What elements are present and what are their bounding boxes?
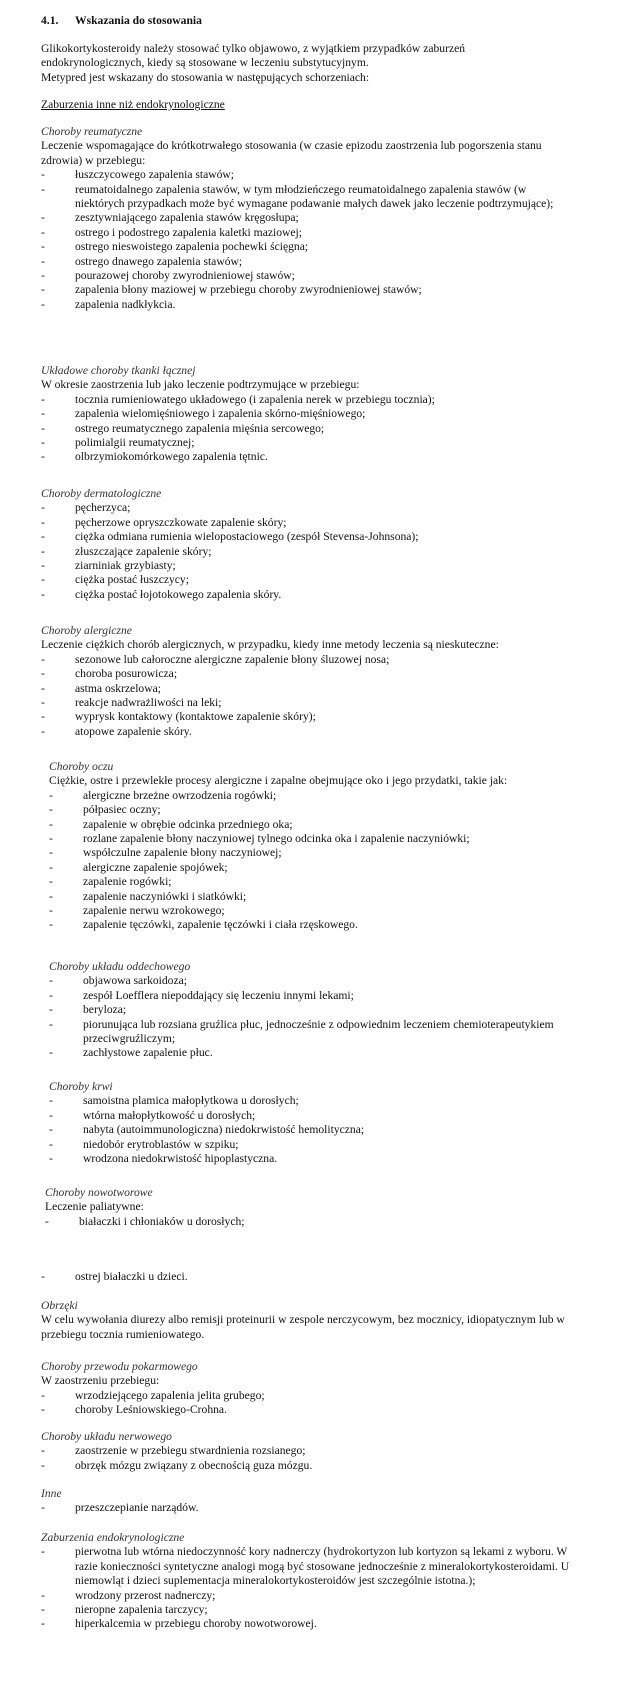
indication-list: [41, 1270, 570, 1284]
indication-list: [49, 974, 570, 1060]
list-item: - zapalenia wielomięśniowego i zapalenia skórno-mięśniowego;: [41, 407, 366, 421]
section-title: Zaburzenia endokrynologiczne: [41, 1531, 185, 1544]
list-item: - zapalenie naczyniówki i siatkówki;: [49, 889, 247, 903]
list-item: - pęcherzyca;: [41, 501, 131, 515]
list-item: - wyprysk kontaktowy (kontaktowe zapalenie skóry);: [41, 710, 316, 724]
list-marker: -: [41, 1545, 45, 1559]
section-lead: Leczenie paliatywne:: [45, 1200, 144, 1214]
intro-paragraph: Metypred jest wskazany do stosowania w następujących schorzeniach:: [41, 70, 370, 84]
list-item: - złuszczające zapalenie skóry;: [41, 544, 212, 558]
list-item: - zachłystowe zapalenie płuc.: [49, 1046, 213, 1060]
section-title: Choroby dermatologiczne: [41, 487, 162, 500]
list-item: - olbrzymiokomórkowego zapalenia tętnic.: [41, 450, 268, 464]
list-marker: -: [41, 573, 45, 587]
list-item: - hiperkalcemia w przebiegu choroby nowotworowej.: [41, 1617, 317, 1631]
list-marker: -: [41, 168, 45, 182]
list-marker: -: [41, 696, 45, 710]
list-marker: -: [49, 803, 53, 817]
list-marker: -: [49, 832, 53, 846]
list-item: - pierwotna lub wtórna niedoczynność kory nadnerczy (hydrokortyzon lub kortyzon są lekami z wyboru. W razie konieczności syntetyczne analogi mogą być stosowane jednocześnie z mineralokortykosteroidami. U niemowląt i dzieci suplementacja mineralokortykosteroidów jest szczególnie istotna.);: [41, 1545, 570, 1588]
list-item: - nabyta (autoimmunologiczna) niedokrwistość hemolityczna;: [49, 1123, 365, 1137]
list-marker: -: [41, 269, 45, 283]
indication-list: [41, 1545, 570, 1631]
list-item: - białaczki i chłoniaków u dorosłych;: [45, 1214, 245, 1228]
list-marker: -: [41, 1501, 45, 1515]
list-item: - polimialgii reumatycznej;: [41, 436, 195, 450]
list-item: - ostrego nieswoistego zapalenia pochewki ścięgna;: [41, 240, 309, 254]
list-item: - półpasiec oczny;: [49, 803, 161, 817]
list-marker: -: [41, 240, 45, 254]
list-marker: -: [49, 904, 53, 918]
list-marker: -: [49, 817, 53, 831]
list-marker: -: [49, 1152, 53, 1166]
section-connective-tissue: [41, 364, 570, 465]
section-endocrine: [41, 1531, 570, 1632]
list-marker: -: [41, 530, 45, 544]
list-item: - samoistna plamica małopłytkowa u dorosłych;: [49, 1094, 299, 1108]
list-item: - zapalenie w obrębie odcinka przedniego oka;: [49, 817, 293, 831]
indication-list: [41, 1444, 570, 1473]
indication-list: [45, 1215, 570, 1229]
section-title: Obrzęki: [41, 1299, 78, 1312]
section-title: Wskazania do stosowania: [75, 14, 202, 27]
list-item: - piorunująca lub rozsiana gruźlica płuc, jednocześnie z odpowiednim leczeniem chemioterapeutykiem przeciwgruźliczym;: [49, 1017, 554, 1046]
list-item: - pęcherzowe opryszczkowate zapalenie skóry;: [41, 515, 287, 529]
section-title: Choroby oczu: [49, 760, 114, 773]
list-marker: -: [41, 1588, 45, 1602]
list-marker: -: [49, 875, 53, 889]
list-marker: -: [41, 544, 45, 558]
section-rheumatic: [41, 125, 570, 312]
list-marker: -: [49, 1003, 53, 1017]
indication-list: [41, 1501, 570, 1515]
list-item: - współczulne zapalenie błony naczyniowej;: [49, 846, 282, 860]
list-marker: -: [49, 889, 53, 903]
section-nervous: [41, 1430, 570, 1473]
list-marker: -: [49, 988, 53, 1002]
section-neoplastic: [45, 1186, 570, 1229]
list-item: - zapalenie rogówki;: [49, 875, 172, 889]
list-item: - wtórna małopłytkowość u dorosłych;: [49, 1108, 256, 1122]
list-marker: -: [41, 1388, 45, 1402]
list-marker: -: [49, 846, 53, 860]
list-item: - alergiczne zapalenie spojówek;: [49, 860, 228, 874]
section-lead: W celu wywołania diurezy albo remisji proteinurii w zespole nerczycowym, bez mocznicy, idiopatycznym lub w przebiegu tocznia rumieniowatego.: [41, 1313, 565, 1341]
section-gastrointestinal: [41, 1360, 570, 1418]
list-marker: -: [49, 1108, 53, 1122]
list-marker: -: [49, 860, 53, 874]
list-item: - rozlane zapalenie błony naczyniowej tylnego odcinka oka i zapalenie naczyniówki;: [49, 832, 470, 846]
list-marker: -: [41, 1458, 45, 1472]
indication-list: [41, 168, 570, 312]
list-item: - zapalenie tęczówki, zapalenie tęczówki i ciała rzęskowego.: [49, 918, 358, 932]
list-item: - choroby Leśniowskiego-Crohna.: [41, 1403, 227, 1417]
section-edema: [41, 1299, 570, 1342]
section-title: Inne: [41, 1487, 62, 1500]
list-marker: -: [49, 1137, 53, 1151]
section-title: Choroby alergiczne: [41, 624, 132, 637]
section-blood: [49, 1080, 570, 1166]
list-marker: -: [41, 211, 45, 225]
list-item: - ciężka postać łojotokowego zapalenia skóry.: [41, 587, 282, 601]
list-marker: -: [41, 407, 45, 421]
indication-list: [49, 789, 570, 933]
section-lead: Leczenie ciężkich chorób alergicznych, w przypadku, kiedy inne metody leczenia są nieskuteczne:: [41, 638, 499, 652]
section-number: 4.1.: [41, 14, 59, 27]
list-marker: -: [41, 681, 45, 695]
list-marker: -: [49, 918, 53, 932]
list-item: - przeszczepianie narządów.: [41, 1501, 199, 1515]
list-marker: -: [41, 254, 45, 268]
list-item: - nieropne zapalenia tarczycy;: [41, 1603, 208, 1617]
section-title: Układowe choroby tkanki łącznej: [41, 364, 196, 377]
list-item: - zespół Loefflera niepoddający się leczeniu innymi lekami;: [49, 988, 354, 1002]
list-marker: -: [41, 225, 45, 239]
list-marker: -: [41, 1617, 45, 1631]
section-lead: Ciężkie, ostre i przewlekłe procesy alergiczne i zapalne obejmujące oko i jego przydatki, takie jak:: [49, 774, 508, 788]
list-item: - beryloza;: [49, 1003, 127, 1017]
section-title: Choroby układu nerwowego: [41, 1430, 172, 1443]
indication-list: [41, 393, 570, 465]
list-marker: -: [49, 1094, 53, 1108]
section-neoplastic-continued: [41, 1270, 570, 1284]
list-marker: -: [49, 1017, 53, 1031]
subheading: [41, 98, 570, 112]
list-item: - łuszczycowego zapalenia stawów;: [41, 168, 235, 182]
list-item: - tocznia rumieniowatego układowego (i zapalenia nerek w przebiegu tocznia);: [41, 392, 435, 406]
list-marker: -: [41, 559, 45, 573]
intro-paragraph: Glikokortykosteroidy należy stosować tylko objawowo, z wyjątkiem przypadków zaburzeń endokrynologicznych, kiedy są stosowane w leczeniu substytucyjnym.: [41, 42, 466, 70]
list-item: - wrodzona niedokrwistość hipoplastyczna.: [49, 1152, 278, 1166]
list-item: - choroba posurowicza;: [41, 667, 178, 681]
list-marker: -: [45, 1214, 49, 1228]
section-lead: W okresie zaostrzenia lub jako leczenie podtrzymujące w przebiegu:: [41, 378, 360, 392]
section-title: Choroby nowotworowe: [45, 1186, 153, 1199]
list-marker: -: [41, 392, 45, 406]
section-heading: [41, 14, 570, 28]
list-item: - zapalenia nadkłykcia.: [41, 297, 176, 311]
list-item: - sezonowe lub całoroczne alergiczne zapalenie błony śluzowej nosa;: [41, 652, 390, 666]
list-item: - astma oskrzelowa;: [41, 681, 161, 695]
list-item: - ciężka odmiana rumienia wielopostaciowego (zespół Stevensa-Johnsona);: [41, 530, 419, 544]
section-title: Choroby reumatyczne: [41, 125, 143, 138]
list-item: - wrzodziejącego zapalenia jelita grubego;: [41, 1388, 265, 1402]
list-marker: -: [41, 587, 45, 601]
list-marker: -: [41, 710, 45, 724]
indication-list: [41, 501, 570, 602]
section-eye: [49, 760, 570, 933]
list-item: - niedobór erytroblastów w szpiku;: [49, 1137, 239, 1151]
list-item: - ostrego dnawego zapalenia stawów;: [41, 254, 243, 268]
list-marker: -: [49, 788, 53, 802]
list-marker: -: [41, 667, 45, 681]
list-item: - obrzęk mózgu związany z obecnością guza mózgu.: [41, 1458, 313, 1472]
list-item: - reumatoidalnego zapalenia stawów, w tym młodzieńczego reumatoidalnego zapalenia stawów (w niektórych przypadkach może być wymagane podawanie małych dawek jako leczenie podtrzymujące);: [41, 182, 554, 211]
indication-list: [41, 1389, 570, 1418]
section-other: [41, 1487, 570, 1516]
list-item: - ciężka postać łuszczycy;: [41, 573, 189, 587]
list-item: - ostrego i podostrego zapalenia kaletki maziowej;: [41, 225, 302, 239]
intro-block: [41, 42, 570, 85]
section-allergic: [41, 624, 570, 739]
list-item: - objawowa sarkoidoza;: [49, 974, 187, 988]
list-item: - atopowe zapalenie skóry.: [41, 724, 192, 738]
list-marker: -: [41, 501, 45, 515]
list-marker: -: [41, 182, 45, 196]
section-lead: W zaostrzeniu przebiegu:: [41, 1374, 160, 1388]
list-item: - alergiczne brzeżne owrzodzenia rogówki;: [49, 788, 277, 802]
list-marker: -: [41, 421, 45, 435]
section-title: Choroby przewodu pokarmowego: [41, 1360, 198, 1373]
list-marker: -: [41, 1403, 45, 1417]
list-marker: -: [41, 436, 45, 450]
list-marker: -: [49, 974, 53, 988]
list-marker: -: [41, 515, 45, 529]
list-item: - zesztywniającego zapalenia stawów kręgosłupa;: [41, 211, 299, 225]
list-marker: -: [41, 1444, 45, 1458]
section-title: Choroby krwi: [49, 1080, 113, 1093]
list-marker: -: [41, 283, 45, 297]
indication-list: [41, 653, 570, 739]
list-item: - wrodzony przerost nadnerczy;: [41, 1588, 216, 1602]
list-marker: -: [41, 1603, 45, 1617]
list-marker: -: [49, 1046, 53, 1060]
list-item: - zapalenie nerwu wzrokowego;: [49, 904, 225, 918]
list-marker: -: [49, 1123, 53, 1137]
list-item: - zaostrzenie w przebiegu stwardnienia rozsianego;: [41, 1444, 306, 1458]
subheading-text: Zaburzenia inne niż endokrynologiczne: [41, 98, 225, 111]
section-respiratory: [49, 960, 570, 1061]
list-item: - zapalenia błony maziowej w przebiegu choroby zwyrodnieniowej stawów;: [41, 283, 422, 297]
indication-list: [49, 1094, 570, 1166]
section-dermatological: [41, 487, 570, 602]
list-marker: -: [41, 652, 45, 666]
list-item: - ostrego reumatycznego zapalenia mięśnia sercowego;: [41, 421, 325, 435]
list-marker: -: [41, 297, 45, 311]
list-marker: -: [41, 724, 45, 738]
list-item: - reakcje nadwrażliwości na leki;: [41, 696, 222, 710]
list-item: - ostrej białaczki u dzieci.: [41, 1270, 188, 1283]
list-item: - ziarniniak grzybiasty;: [41, 559, 176, 573]
list-item: - pourazowej choroby zwyrodnieniowej stawów;: [41, 269, 295, 283]
section-lead: Leczenie wspomagające do krótkotrwałego stosowania (w czasie epizodu zaostrzenia lub pogorszenia stanu zdrowia) w przebiegu:: [41, 139, 542, 167]
section-title: Choroby układu oddechowego: [49, 960, 191, 973]
list-marker: -: [41, 1270, 45, 1283]
list-marker: -: [41, 450, 45, 464]
